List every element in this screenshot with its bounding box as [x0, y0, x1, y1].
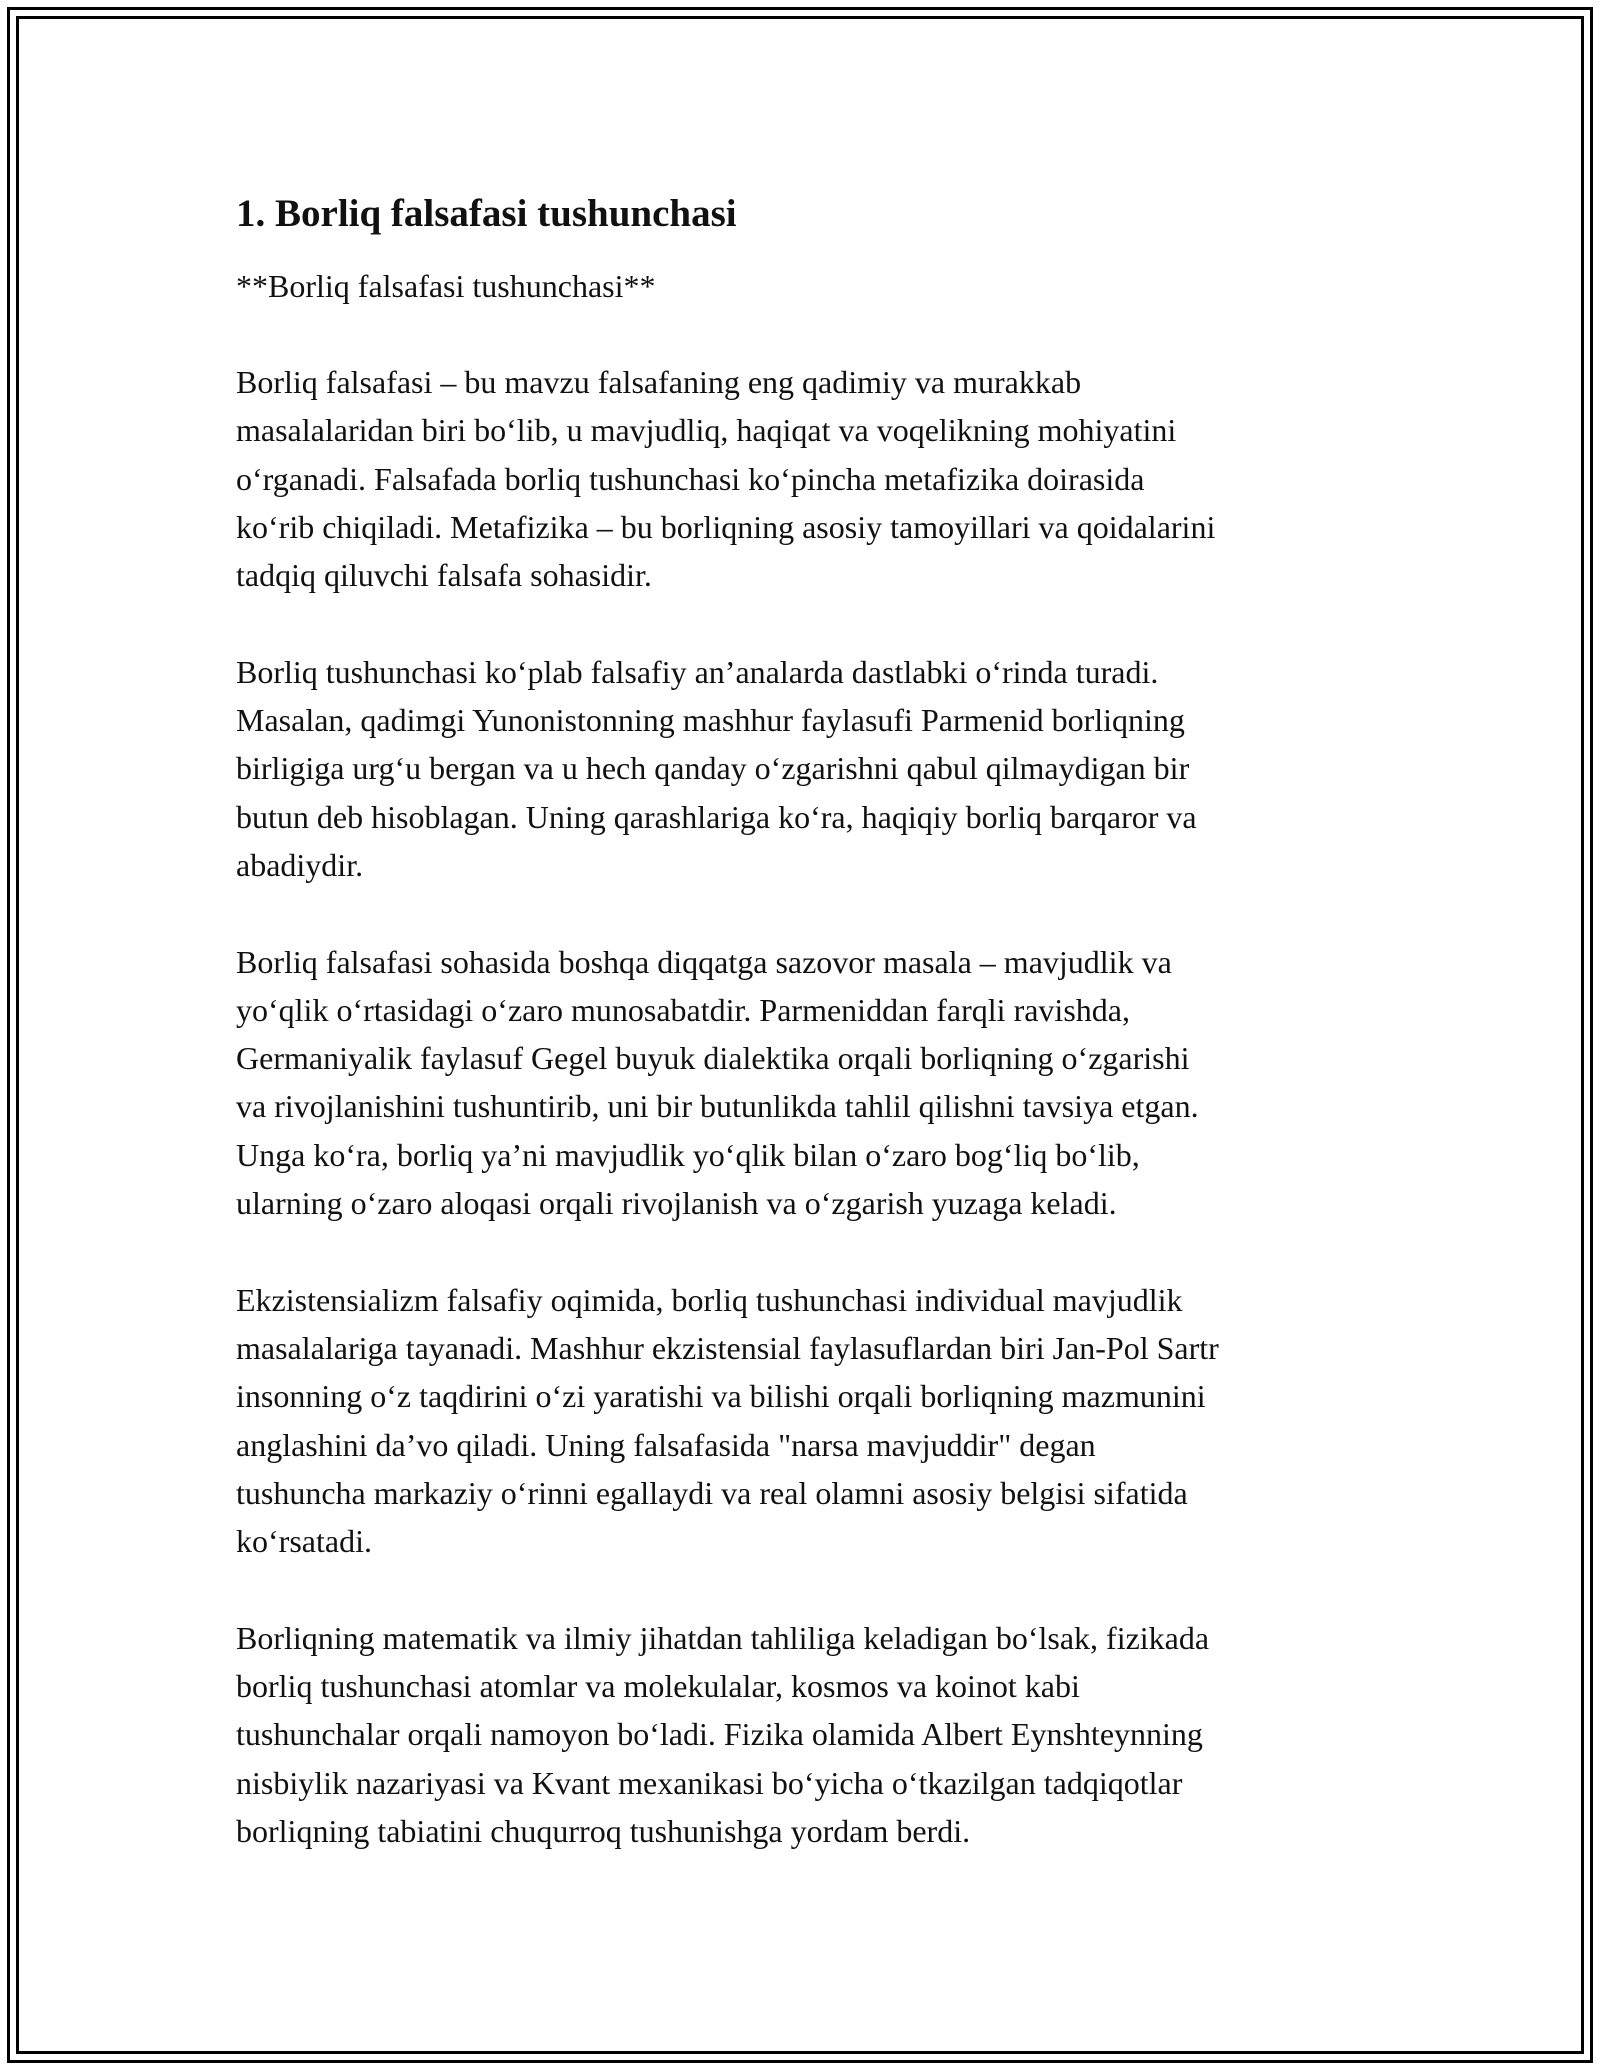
paragraph-1: [236, 358, 1376, 599]
paragraph-line: masalalaridan biri boʻlib, u mavjudliq, haqiqat va voqelikning mohiyatini: [236, 412, 1177, 449]
paragraph-line: butun deb hisoblagan. Uning qarashlariga koʻra, haqiqiy borliq barqaror va: [236, 798, 1197, 835]
paragraph-line: borliqning tabiatini chuqurroq tushunishga yordam berdi.: [236, 1812, 971, 1849]
paragraph-line: Ekzistensializm falsafiy oqimida, borliq tushunchasi individual mavjudlik: [236, 1281, 1183, 1318]
paragraph-line: Germaniyalik faylasuf Gegel buyuk dialektika orqali borliqning oʻzgarishi: [236, 1040, 1190, 1077]
paragraph-line: ularning oʻzaro aloqasi orqali rivojlanish va oʻzgarish yuzaga keladi.: [236, 1185, 1117, 1222]
paragraph-line: Unga koʻra, borliq ya’ni mavjudlik yoʻqlik bilan oʻzaro bogʻliq boʻlib,: [236, 1136, 1140, 1173]
paragraph-line: nisbiylik nazariyasi va Kvant mexanikasi boʻyicha oʻtkazilgan tadqiqotlar: [236, 1764, 1183, 1801]
paragraph-line: koʻrib chiqiladi. Metafizika – bu borliqning asosiy tamoyillari va qoidalarini: [236, 508, 1216, 545]
paragraph-line: tadqiq qiluvchi falsafa sohasidir.: [236, 557, 652, 594]
paragraph-line: oʻrganadi. Falsafada borliq tushunchasi koʻpincha metafizika doirasida: [236, 460, 1145, 497]
paragraph-line: yoʻqlik oʻrtasidagi oʻzaro munosabatdir. Parmeniddan farqli ravishda,: [236, 991, 1130, 1028]
paragraph-5: [236, 1614, 1376, 1855]
paragraph-line: Borliq falsafasi sohasida boshqa diqqatga sazovor masala – mavjudlik va: [236, 943, 1172, 980]
paragraph-3: [236, 938, 1376, 1228]
paragraph-line: anglashini da’vo qiladi. Uning falsafasida "narsa mavjuddir" degan: [236, 1426, 1096, 1463]
section-heading: 1. Borliq falsafasi tushunchasi: [236, 192, 737, 235]
paragraph-line: birligiga urgʻu bergan va u hech qanday oʻzgarishni qabul qilmaydigan bir: [236, 750, 1190, 787]
paragraph-4: [236, 1276, 1376, 1566]
paragraph-line: tushuncha markaziy oʻrinni egallaydi va real olamni asosiy belgisi sifatida: [236, 1474, 1188, 1511]
paragraph-line: koʻrsatadi.: [236, 1523, 372, 1560]
subheading: **Borliq falsafasi tushunchasi**: [236, 268, 656, 304]
paragraph-line: tushunchalar orqali namoyon boʻladi. Fizika olamida Albert Eynshteynning: [236, 1716, 1203, 1753]
paragraph-line: Masalan, qadimgi Yunonistonning mashhur faylasufi Parmenid borliqning: [236, 702, 1185, 739]
paragraph-line: va rivojlanishini tushuntirib, uni bir butunlikda tahlil qilishni tavsiya etgan.: [236, 1088, 1199, 1125]
paragraph-line: borliq tushunchasi atomlar va molekulalar, kosmos va koinot kabi: [236, 1668, 1080, 1705]
paragraph-line: Borliqning matematik va ilmiy jihatdan tahliliga keladigan boʻlsak, fizikada: [236, 1619, 1210, 1656]
paragraph-line: Borliq tushunchasi koʻplab falsafiy an’analarda dastlabki oʻrinda turadi.: [236, 653, 1159, 690]
paragraph-line: Borliq falsafasi – bu mavzu falsafaning eng qadimiy va murakkab: [236, 364, 1082, 400]
paragraph-2: [236, 648, 1376, 889]
document-body: [236, 186, 1376, 1904]
paragraph-line: masalalariga tayanadi. Mashhur ekzistensial faylasuflardan biri Jan-Pol Sartr: [236, 1329, 1219, 1366]
paragraph-line: insonning oʻz taqdirini oʻzi yaratishi va bilishi orqali borliqning mazmunini: [236, 1378, 1206, 1415]
paragraph-line: abadiydir.: [236, 846, 364, 883]
